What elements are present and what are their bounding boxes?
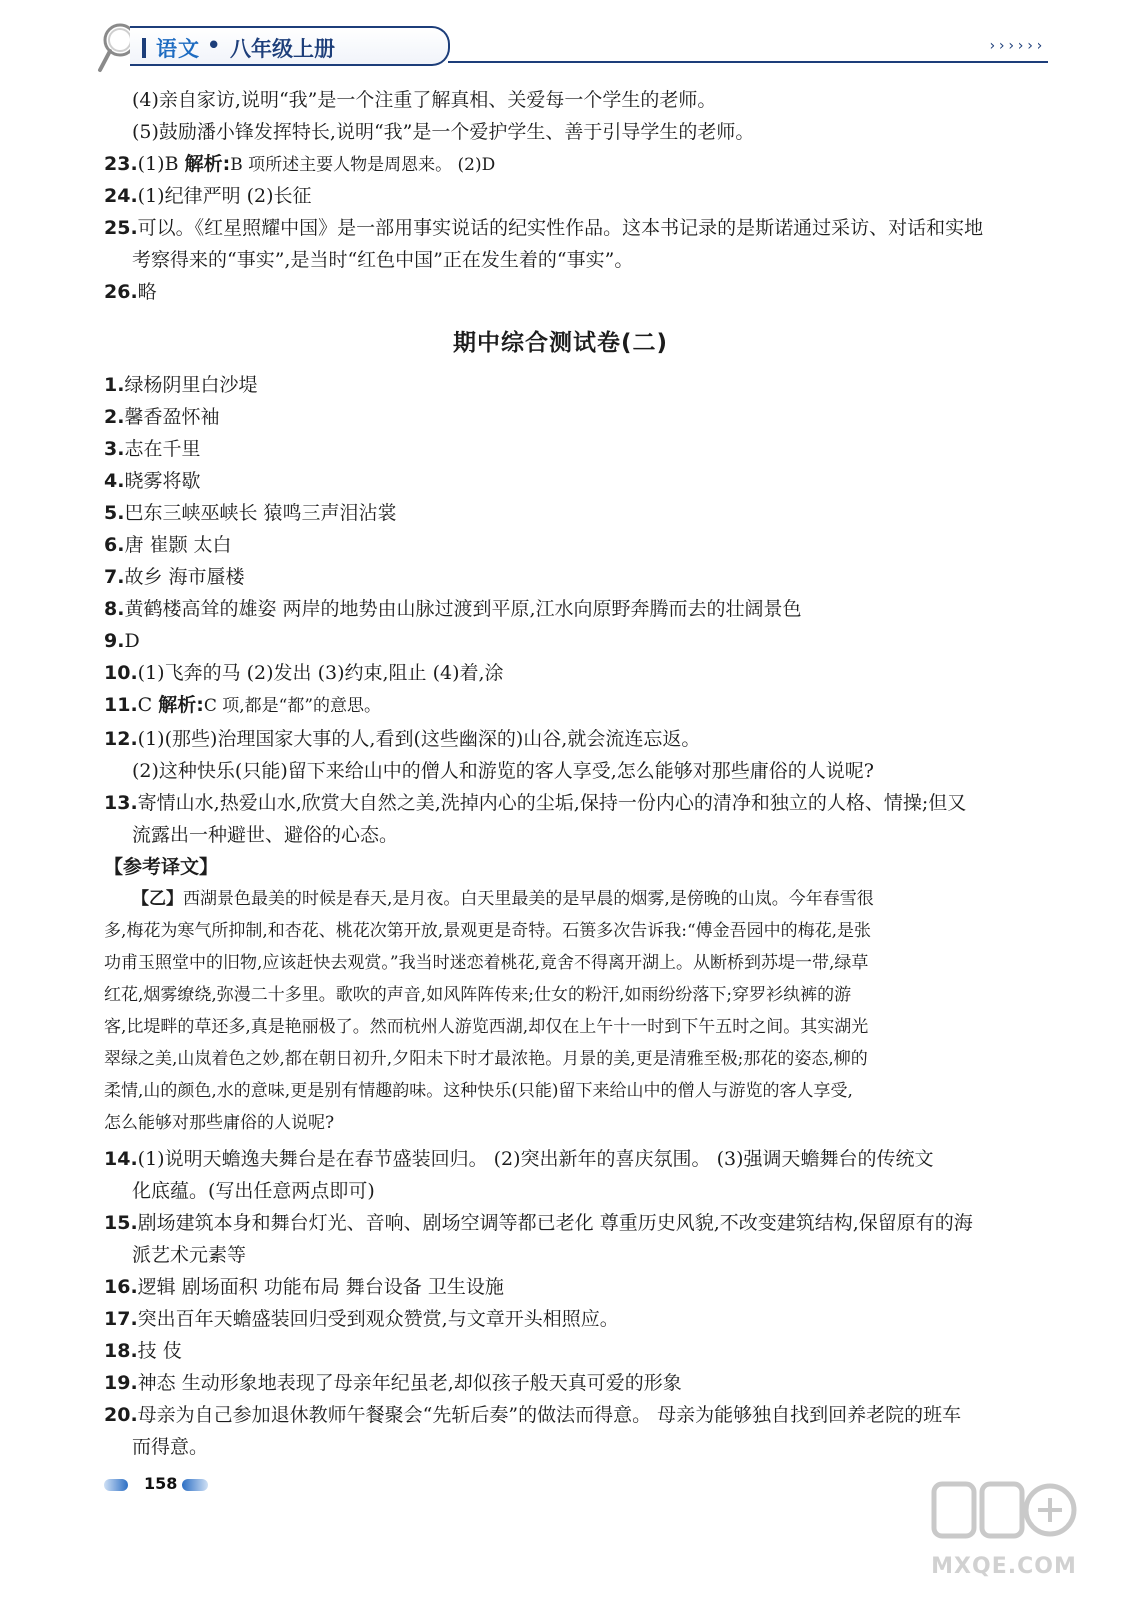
answer-text: 剧场建筑本身和舞台灯光、音响、剧场空调等都已老化 尊重历史风貌,不改变建筑结构,保留原有的海 (137, 1212, 973, 1234)
subject-label: 语文 (156, 37, 200, 61)
grade-label: 八年级上册 (230, 37, 335, 61)
question-number: 19. (104, 1372, 138, 1394)
answer-line (104, 437, 200, 461)
question-number: 5. (104, 502, 125, 524)
answer-text: (1)飞奔的马 (2)发出 (3)约束,阻止 (4)着,涂 (137, 662, 504, 684)
answer-text: C (137, 694, 159, 716)
translation-text: 柔情,山的颜色,水的意味,更是别有情趣韵味。这种快乐(只能)留下来给山中的僧人与游览的客人享受, (104, 1081, 853, 1101)
answer-text: 母亲为自己参加退休教师午餐聚会“先斩后奏”的做法而得意。 母亲为能够独自找到回养老院的班车 (137, 1404, 962, 1426)
answer-line (104, 373, 257, 397)
chevrons-icon: ›››››› (988, 38, 1045, 54)
section-title: 期中综合测试卷(二) (452, 330, 669, 356)
answer-line (104, 152, 495, 177)
question-number: 16. (104, 1276, 138, 1298)
answer-line (104, 501, 397, 525)
answer-line (104, 597, 802, 621)
answer-line (132, 1243, 246, 1267)
answer-line (104, 693, 381, 718)
translation-text: 多,梅花为寒气所抑制,和杏花、桃花次第开放,景观更是奇特。石篑多次告诉我:“傅金吾园中的梅花,是张 (104, 921, 872, 941)
translation-line (104, 983, 851, 1007)
question-number: 9. (104, 630, 125, 652)
translation-text: 红花,烟雾缭绕,弥漫二十多里。歌吹的声音,如风阵阵传来;仕女的粉汗,如雨纷纷落下;穿罗衫纨裤的游 (104, 985, 852, 1005)
header-separator: • (207, 33, 221, 57)
question-number: 17. (104, 1308, 138, 1330)
answer-line (104, 1371, 682, 1395)
translation-line (104, 1079, 853, 1103)
answer-text: 略 (137, 281, 157, 303)
question-number: 8. (104, 598, 125, 620)
question-number: 6. (104, 534, 125, 556)
translation-line (104, 919, 871, 943)
answer-line (104, 629, 140, 653)
header-divider (142, 38, 146, 58)
translation-line (104, 1111, 334, 1135)
answer-text: 流露出一种避世、避俗的心态。 (132, 824, 399, 846)
question-number: 24. (104, 185, 138, 207)
answer-text: 晓雾将歇 (124, 470, 201, 492)
question-number: 25. (104, 217, 138, 239)
answer-text: (1)纪律严明 (2)长征 (137, 185, 312, 207)
question-number: 10. (104, 662, 138, 684)
answer-line (104, 727, 700, 751)
answer-line (104, 791, 966, 815)
answer-line (104, 661, 504, 685)
question-number: 18. (104, 1340, 138, 1362)
answer-line (132, 120, 754, 144)
answer-line (104, 280, 157, 304)
answer-text: (1)说明天蟾逸夫舞台是在春节盛装回归。 (2)突出新年的喜庆氛围。 (3)强调天蟾舞台的传统文 (137, 1148, 934, 1170)
analysis-label: 解析: (158, 694, 204, 716)
translation-line (104, 1015, 868, 1039)
question-number: 14. (104, 1148, 138, 1170)
answer-text: (1)B (137, 153, 185, 175)
question-number: 3. (104, 438, 125, 460)
passage-tag: 【乙】 (132, 889, 183, 909)
answer-text: 神态 生动形象地表现了母亲年纪虽老,却似孩子般天真可爱的形象 (137, 1372, 682, 1394)
answer-text: (2)这种快乐(只能)留下来给山中的僧人和游览的客人享受,怎么能够对那些庸俗的人说呢? (132, 760, 874, 782)
answer-text: 绿杨阴里白沙堤 (124, 374, 258, 396)
translation-line (104, 951, 868, 975)
question-number: 13. (104, 792, 138, 814)
translation-text: 翠绿之美,山岚着色之妙,都在朝日初升,夕阳未下时才最浓艳。月景的美,更是清雅至极;那花的姿态,柳的 (104, 1049, 868, 1069)
answer-text: 派艺术元素等 (132, 1244, 247, 1266)
answer-line (104, 1147, 934, 1171)
answer-line (104, 184, 312, 208)
translation-line (104, 1047, 868, 1071)
answer-text: 馨香盈怀袖 (124, 406, 220, 428)
answer-text: 可以。《红星照耀中国》是一部用事实说话的纪实性作品。这本书记录的是斯诺通过采访、对话和实地 (137, 217, 984, 239)
answer-line (104, 1307, 619, 1331)
answer-line (104, 565, 245, 589)
answer-line (104, 1339, 182, 1363)
translation-text: 西湖景色最美的时候是春天,是月夜。白天里最美的是早晨的烟雾,是傍晚的山岚。今年春雪很 (183, 889, 874, 909)
translation-heading (104, 855, 218, 879)
answer-text: 逻辑 剧场面积 功能布局 舞台设备 卫生设施 (137, 1276, 504, 1298)
answer-text: 志在千里 (124, 438, 201, 460)
answer-text: 化底蕴。(写出任意两点即可) (132, 1180, 375, 1202)
answer-text: 唐 崔颢 太白 (124, 534, 232, 556)
answer-line (132, 1435, 208, 1459)
answer-text: 而得意。 (132, 1436, 209, 1458)
page-number-badge (104, 1474, 224, 1496)
page-number: 158 (144, 1474, 178, 1493)
page-header (0, 0, 1121, 80)
answer-text: (1)(那些)治理国家大事的人,看到(这些幽深的)山谷,就会流连忘返。 (137, 728, 701, 750)
answer-line (132, 88, 716, 112)
answer-line (104, 405, 219, 429)
question-number: 2. (104, 406, 125, 428)
answer-text: 巴东三峡巫峡长 猿鸣三声泪沾裳 (124, 502, 397, 524)
answer-text: (5)鼓励潘小锋发挥特长,说明“我”是一个爱护学生、善于引导学生的老师。 (132, 121, 755, 143)
answer-text: 技 伎 (137, 1340, 182, 1362)
answer-line (132, 823, 398, 847)
answer-text: 突出百年天蟾盛装回归受到观众赞赏,与文章开头相照应。 (137, 1308, 619, 1330)
analysis-label: 解析: (184, 153, 231, 175)
question-number: 1. (104, 374, 125, 396)
answer-text: 黄鹤楼高耸的雄姿 两岸的地势由山脉过渡到平原,江水向原野奔腾而去的壮阔景色 (124, 598, 802, 620)
question-number: 12. (104, 728, 138, 750)
analysis-text: C 项,都是“都”的意思。 (203, 696, 382, 716)
answer-line (104, 533, 232, 557)
header-rule (448, 61, 1048, 63)
translation-text: 客,比堤畔的草还多,真是艳丽极了。然而杭州人游览西湖,却仅在上午十一时到下午五时之间。其实湖光 (104, 1017, 869, 1037)
answer-line (104, 469, 200, 493)
answer-line (132, 759, 874, 783)
right-pill-icon (182, 1479, 208, 1491)
answer-text: 寄情山水,热爱山水,欣赏大自然之美,洗掉内心的尘垢,保持一份内心的清净和独立的人格、情操;但又 (137, 792, 967, 814)
watermark-text: MXQE.COM (931, 1554, 1077, 1579)
question-number: 26. (104, 281, 138, 303)
question-number: 20. (104, 1404, 138, 1426)
translation-heading-text: 【参考译文】 (104, 856, 219, 878)
answer-line (104, 1275, 504, 1299)
question-number: 4. (104, 470, 125, 492)
analysis-text: B 项所述主要人物是周恩来。 (2)D (230, 155, 496, 175)
answer-line (104, 1211, 973, 1235)
answer-text: D (124, 630, 140, 652)
answer-text: 故乡 海市蜃楼 (124, 566, 245, 588)
question-number: 23. (104, 153, 138, 175)
watermark (924, 1474, 1084, 1594)
question-number: 7. (104, 566, 125, 588)
answer-text: 考察得来的“事实”,是当时“红色中国”正在发生着的“事实”。 (132, 249, 634, 271)
answer-line (104, 216, 983, 240)
translation-text: 功甫玉照堂中的旧物,应该赶快去观赏。”我当时迷恋着桃花,竟舍不得离开湖上。从断桥到苏堤一带,绿草 (104, 953, 869, 973)
watermark-logo-icon (930, 1478, 1078, 1548)
left-pill-icon (104, 1479, 128, 1491)
translation-line (132, 887, 874, 911)
translation-text: 怎么能够对那些庸俗的人说呢? (104, 1113, 335, 1133)
question-number: 15. (104, 1212, 138, 1234)
answer-line (104, 1403, 961, 1427)
answer-line (132, 1179, 375, 1203)
answer-line (132, 248, 633, 272)
question-number: 11. (104, 694, 138, 716)
answer-text: (4)亲自家访,说明“我”是一个注重了解真相、关爱每一个学生的老师。 (132, 89, 717, 111)
